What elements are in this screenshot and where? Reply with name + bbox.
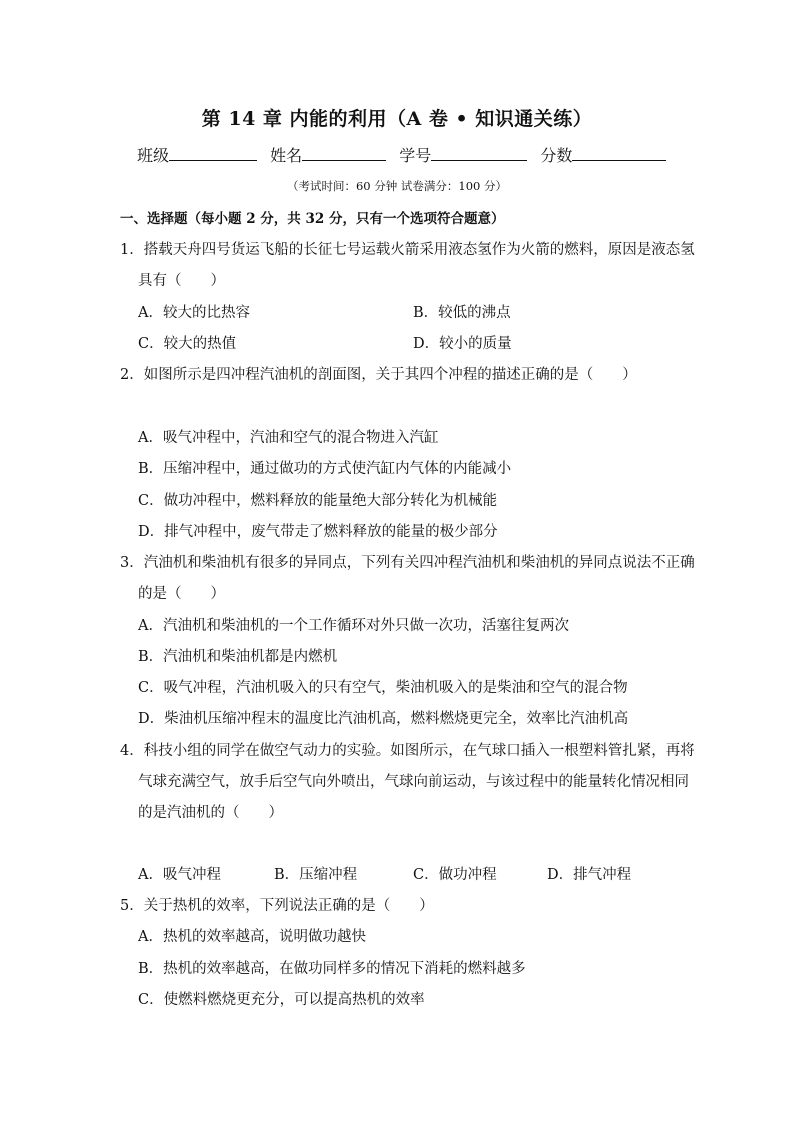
class-label: 班级 <box>137 146 170 165</box>
question-5-option-c[interactable]: C．使燃料燃烧更充分，可以提高热机的效率 <box>138 992 425 1008</box>
question-1-line-1: 1．搭载天舟四号货运飞船的长征七号运载火箭采用液态氢作为火箭的燃料，原因是液态氢 <box>120 242 695 258</box>
question-3-option-d[interactable]: D．柴油机压缩冲程末的温度比汽油机高，燃料燃烧更完全，效率比汽油机高 <box>138 711 629 727</box>
name-blank[interactable] <box>302 146 386 161</box>
question-3-line-2: 的是（ ） <box>138 586 225 602</box>
question-1-option-a[interactable]: A．较大的比热容 <box>138 305 250 321</box>
question-3-option-b[interactable]: B．汽油机和柴油机都是内燃机 <box>138 649 338 665</box>
class-blank[interactable] <box>169 146 257 161</box>
question-5-option-a[interactable]: A．热机的效率越高，说明做功越快 <box>138 929 366 945</box>
question-4-line-2: 气球充满空气，放手后空气向外喷出，气球向前运动，与该过程中的能量转化情况相同 <box>138 774 689 790</box>
student-id-label: 学号 <box>399 146 432 165</box>
exam-time-note: （考试时间：60 分钟 试卷满分：100 分） <box>286 179 508 193</box>
question-2-option-a[interactable]: A．吸气冲程中，汽油和空气的混合物进入汽缸 <box>138 430 439 446</box>
question-5-option-b[interactable]: B．热机的效率越高，在做功同样多的情况下消耗的燃料越多 <box>138 961 526 977</box>
name-field[interactable] <box>270 143 386 166</box>
question-4-option-b[interactable]: B．压缩冲程 <box>274 867 358 883</box>
question-4-option-d[interactable]: D．排气冲程 <box>547 867 632 883</box>
question-2-option-d[interactable]: D．排气冲程中，废气带走了燃料释放的能量的极少部分 <box>138 524 498 540</box>
student-id-blank[interactable] <box>431 146 527 161</box>
question-3-line-1: 3．汽油机和柴油机有很多的异同点，下列有关四冲程汽油机和柴油机的异同点说法不正确 <box>120 555 695 571</box>
question-4-option-c[interactable]: C．做功冲程 <box>413 867 497 883</box>
question-1-line-2: 具有（ ） <box>138 273 225 289</box>
question-2-line-1: 2．如图所示是四冲程汽油机的剖面图，关于其四个冲程的描述正确的是（ ） <box>120 367 637 383</box>
question-1-option-c[interactable]: C．较大的热值 <box>138 336 237 352</box>
name-label: 姓名 <box>270 146 303 165</box>
question-4-line-3: 的是汽油机的（ ） <box>138 805 283 821</box>
question-5-line-1: 5．关于热机的效率，下列说法正确的是（ ） <box>120 898 434 914</box>
question-2-option-c[interactable]: C．做功冲程中，燃料释放的能量绝大部分转化为机械能 <box>138 493 498 509</box>
question-4-line-1: 4．科技小组的同学在做空气动力的实验。如图所示，在气球口插入一根塑料管扎紧，再将 <box>120 743 695 759</box>
student-id-field[interactable] <box>399 143 527 166</box>
class-field[interactable] <box>137 143 257 166</box>
question-4-option-a[interactable]: A．吸气冲程 <box>138 867 221 883</box>
score-blank[interactable] <box>572 146 666 161</box>
question-2-option-b[interactable]: B．压缩冲程中，通过做功的方式使汽缸内气体的内能减小 <box>138 461 512 477</box>
question-3-option-c[interactable]: C．吸气冲程，汽油机吸入的只有空气，柴油机吸入的是柴油和空气的混合物 <box>138 680 628 696</box>
score-label: 分数 <box>540 146 573 165</box>
score-field[interactable] <box>540 143 666 166</box>
question-1-option-b[interactable]: B．较低的沸点 <box>413 305 511 321</box>
question-1-option-d[interactable]: D．较小的质量 <box>413 336 512 352</box>
question-3-option-a[interactable]: A．汽油机和柴油机的一个工作循环对外只做一次功，活塞往复两次 <box>138 618 569 634</box>
section-heading: 一、选择题（每小题 2 分，共 32 分，只有一个选项符合题意） <box>120 211 505 227</box>
student-info-row <box>137 143 677 166</box>
page-title: 第 14 章 内能的利用（A 卷 • 知识通关练） <box>201 108 593 130</box>
